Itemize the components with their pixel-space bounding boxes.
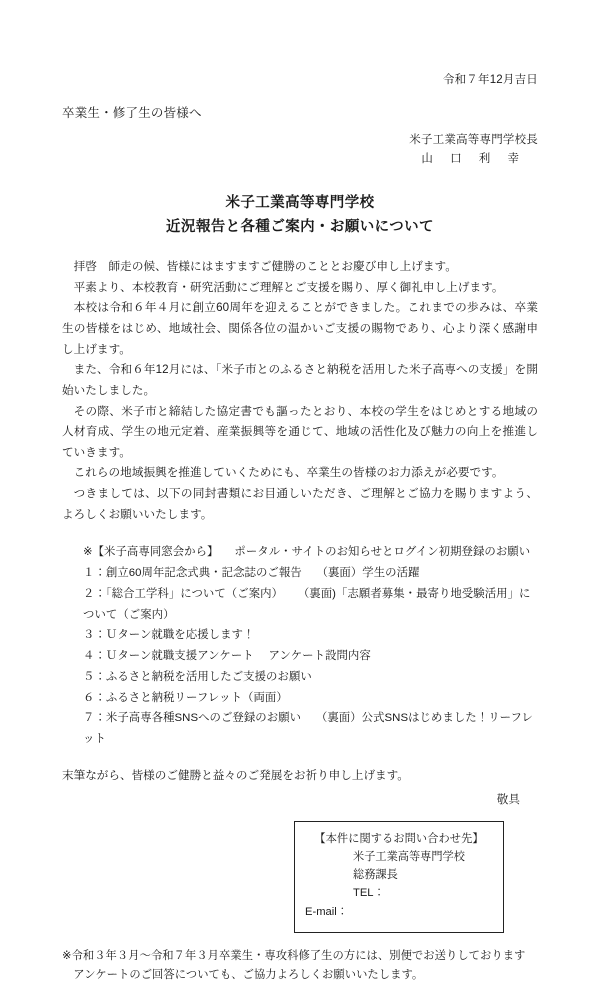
body-paragraph: また、令和６年12月には、「米子市とのふるさと納税を活用した米子高専への支援」を開始いたしました。 <box>62 363 538 397</box>
contact-tel: TEL： <box>353 887 385 900</box>
list-item-number: ７： <box>83 712 106 725</box>
list-item-number: ６： <box>83 691 106 704</box>
list-item-number: ４： <box>83 650 106 663</box>
contact-box-wrapper <box>62 821 538 933</box>
recipient-line: 卒業生・修了生の皆様へ <box>62 106 202 121</box>
title-line-1: 米子工業高等専門学校 <box>225 195 375 212</box>
list-item <box>83 625 538 646</box>
sender-block <box>62 132 538 170</box>
body-paragraph: 拝啓 師走の候、皆様にはますますご健勝のこととお慶び申し上げます。 <box>73 260 457 274</box>
footnote-line-2: アンケートのご回答についても、ご協力よろしくお願いいたします。 <box>73 969 424 982</box>
list-item <box>83 563 538 584</box>
footnote-line-1: ※令和３年３月～令和７年３月卒業生・専攻科修了生の方には、別便でお送りしております <box>62 949 526 962</box>
body-paragraph: 平素より、本校教育・研究活動にご理解とご支援を賜り、厚く御礼申し上げます。 <box>73 280 504 294</box>
closing-block <box>62 766 538 811</box>
list-item-number: ３： <box>83 629 106 642</box>
sender-name: 山 口 利 幸 <box>421 153 526 166</box>
enclosure-list <box>83 542 538 750</box>
enclosure-note <box>83 542 538 563</box>
list-item-text: 米子高専各種SNSへのご登録のお願い <box>105 712 302 725</box>
list-item <box>83 667 538 688</box>
list-item-text: Ｕターン就職支援アンケート <box>105 650 254 663</box>
list-item-text: ふるさと納税リーフレット（両面） <box>105 691 288 704</box>
list-item-number: １： <box>83 567 106 580</box>
note-bracket: 【米子高専同窓会から】 <box>92 546 219 559</box>
list-item-extra: （裏面)「志願者募集・最寄り地受験活用」について（ご案内） <box>83 587 531 621</box>
list-item-text: 創立60周年記念式典・記念誌のご報告 <box>105 567 302 580</box>
body-paragraph: つきましては、以下の同封書類にお目通しいただき、ご理解とご協力を賜りますよう、よろしくお願いいたします。 <box>62 487 538 521</box>
footnote-block <box>62 947 538 986</box>
sender-organization: 米子工業高等専門学校長 <box>409 133 538 146</box>
document-date: 令和７年12月吉日 <box>442 74 538 86</box>
note-text: ポータル・サイトのお知らせとログイン初期登録のお願い <box>234 546 531 559</box>
list-item-number: ５： <box>83 670 106 683</box>
list-item-extra: （裏面）学生の活躍 <box>316 567 420 580</box>
list-item-text: 「総合工学科」について（ご案内） <box>105 587 284 600</box>
contact-title: 【本件に関するお問い合わせ先】 <box>314 833 484 846</box>
body-paragraph: 本校は令和６年４月に創立60周年を迎えることができました。これまでの歩みは、卒業生の皆様をはじめ、地域社会、関係各位の温かいご支援の賜物であり、心より深く感謝申し上げます。 <box>62 301 538 356</box>
list-item <box>83 584 538 626</box>
contact-email: E-mail： <box>305 905 348 918</box>
note-marker: ※ <box>83 546 93 559</box>
closing-line: 末筆ながら、皆様のご健勝と益々のご発展をお祈り申し上げます。 <box>62 768 409 782</box>
body-paragraph: これらの地域振興を推進していくためにも、卒業生の皆様のお力添えが必要です。 <box>73 466 504 480</box>
closing-salutation: 敬具 <box>496 793 520 807</box>
list-item-extra: （裏面）公式SNSはじめました！リーフレット <box>83 712 533 746</box>
list-item-text: Ｕターン就職を応援します！ <box>105 629 255 642</box>
list-item <box>83 708 538 750</box>
list-item-text: ふるさと納税を活用したご支援のお願い <box>105 670 312 683</box>
contact-box <box>294 821 504 933</box>
contact-division: 総務課長 <box>353 869 398 882</box>
list-item-number: ２： <box>83 587 106 600</box>
title-line-2: 近況報告と各種ご案内・お願いについて <box>166 218 434 235</box>
list-item-extra: アンケート設問内容 <box>268 650 371 663</box>
letter-body <box>62 257 538 525</box>
list-item <box>83 688 538 709</box>
body-paragraph: その際、米子市と締結した協定書でも謳ったとおり、本校の学生をはじめとする地域の人材育成、学生の地元定着、産業振興等を通じて、地域の活性化及び魅力の向上を推進していきます。 <box>62 404 538 459</box>
page-title <box>62 192 538 239</box>
list-item <box>83 646 538 667</box>
contact-organization: 米子工業高等専門学校 <box>353 851 465 864</box>
